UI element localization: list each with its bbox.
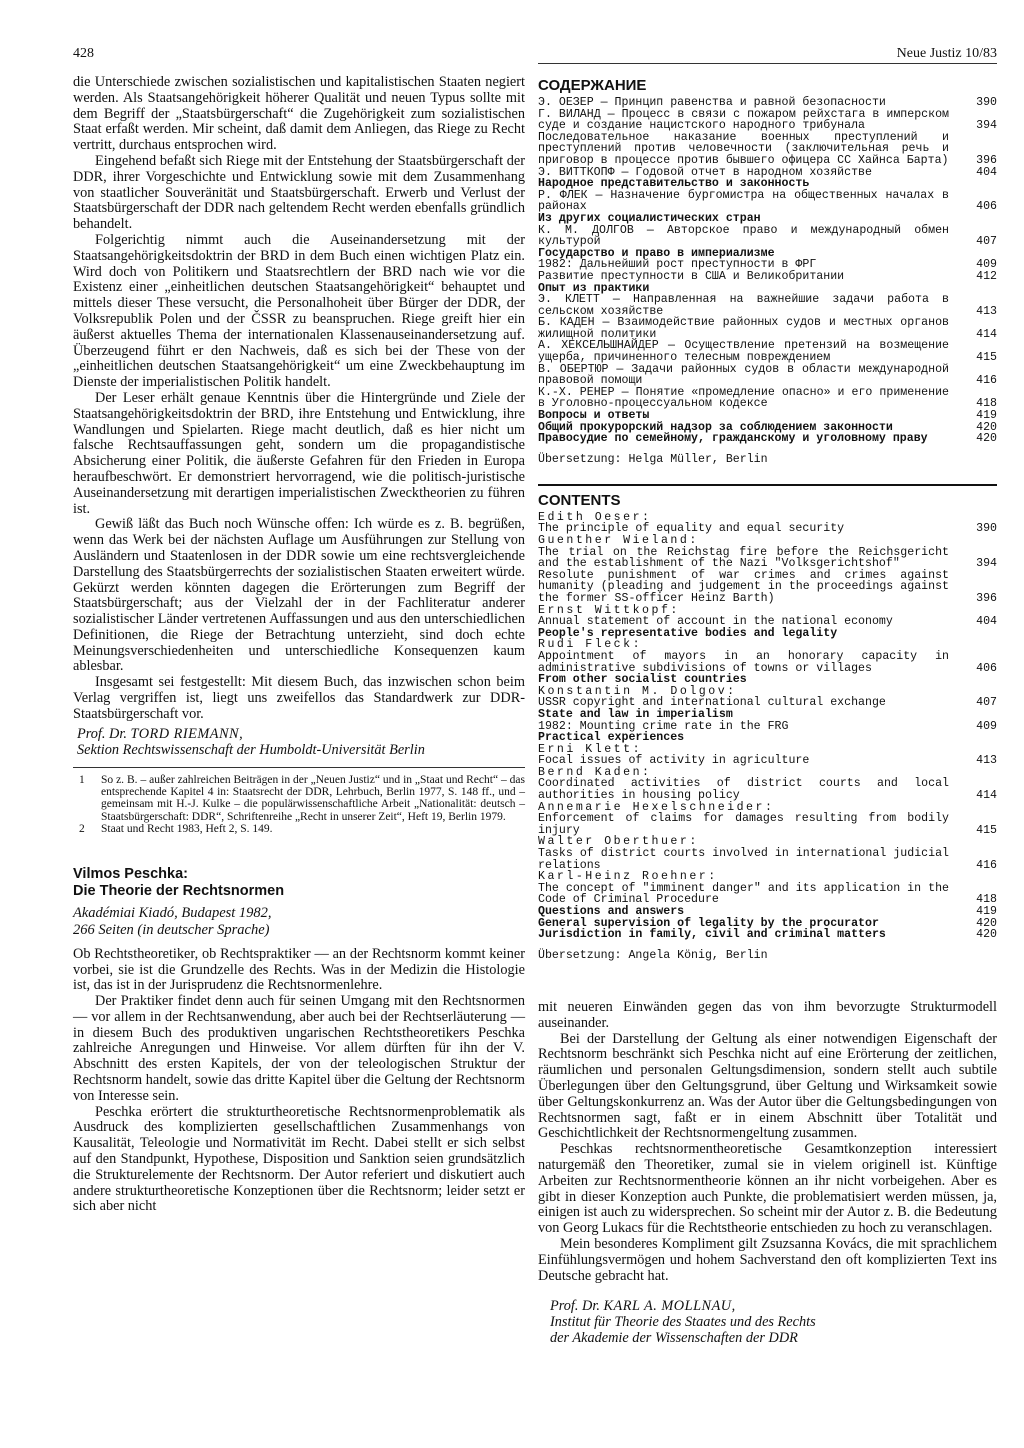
author-title: Prof. Dr. bbox=[77, 725, 127, 742]
toc-entry-page: 420 bbox=[976, 916, 997, 930]
toc-entry-title: Правосудие по семейному, гражданскому и уголовному праву bbox=[538, 432, 928, 446]
toc-entry-title: Ernst Wittkopf: bbox=[538, 603, 680, 617]
toc-entry-title: Опыт из практики bbox=[538, 281, 650, 295]
toc-english-translator: Übersetzung: Angela König, Berlin bbox=[538, 948, 768, 962]
toc-entry-title: General supervision of legality by the procurator bbox=[538, 916, 879, 930]
toc-entry-title: К.-Х. РЕНЕР — Понятие «промедление опасно» и его применение в Уголовно-процессуальном кодексе bbox=[538, 385, 949, 411]
toc-entry-title: Bernd Kaden: bbox=[538, 765, 652, 779]
toc-entry-title: Э. ОЕЗЕР — Принцип равенства и равной безопасности bbox=[538, 96, 886, 109]
toc-entry-title: Народное представительство и законность bbox=[538, 177, 810, 191]
toc-entry-title: Questions and answers bbox=[538, 905, 685, 918]
left-column bbox=[73, 75, 525, 1215]
toc-entry-page: 406 bbox=[976, 661, 997, 675]
toc-entry-page: 409 bbox=[976, 258, 997, 272]
toc-entry-title: 1982: Дальнейший рост преступности в ФРГ bbox=[538, 258, 817, 272]
toc-entry-title: USSR copyright and international cultural exchange bbox=[538, 696, 886, 710]
toc-entry-page: 394 bbox=[976, 557, 997, 571]
toc-entry bbox=[538, 570, 997, 605]
page-number: 428 bbox=[73, 46, 94, 61]
toc-entry-title: Г. ВИЛАНД — Процесс в связи с пожаром рейхстага в имперском суде и создание нацистского народного трибунала bbox=[538, 107, 949, 133]
toc-entry-page: 419 bbox=[976, 409, 997, 423]
toc-entry-page: 407 bbox=[976, 696, 997, 710]
toc-entry-title: Annemarie Hexelschneider: bbox=[538, 800, 775, 814]
toc-entry-title: Walter Oberthuer: bbox=[538, 835, 699, 849]
review2-publisher: Akadémiai Kiadó, Budapest 1982, bbox=[73, 904, 272, 921]
toc-english-heading: CONTENTS bbox=[538, 491, 621, 509]
toc-entry-title: Karl-Heinz Roehner: bbox=[538, 870, 718, 884]
toc-entry bbox=[538, 651, 997, 674]
toc-entry-title: Б. КАДЕН — Взаимодействие районных судов и местных органов жилищной политики bbox=[538, 316, 949, 341]
paragraph: Der Leser erhält genaue Kenntnis über die Hintergründe und Ziele der Staatsangehörigkeitsdoktrin der BRD, ihre Entstehung und Entwicklung, ihre Wandlungen und Spielarten. Riege macht deutlich, daß es hier nicht um falsche Rechtsauffassungen geht, sondern um die propagandistische Absicherung einer Politik, die äußerste Gefahren für den Frieden in Europa heraufbeschwört. Er demonstriert hervorragend, wie die politisch-juristische Auseinandersetzung mit derartigen imperialistischen Zwecktheorien zu führen ist. bbox=[73, 389, 525, 517]
toc-entry bbox=[538, 225, 997, 248]
toc-entry-page: 396 bbox=[976, 591, 997, 605]
toc-entry-title: State and law in imperialism bbox=[538, 707, 733, 721]
footnote-number: 1 bbox=[79, 773, 85, 786]
toc-entry-title: Appointment of mayors in an honorary capacity in administrative subdivisions of towns or villages bbox=[538, 649, 949, 675]
toc-entry bbox=[538, 109, 997, 132]
paragraph: Folgerichtig nimmt auch die Auseinandersetzung mit der Staatsangehörigkeitsdoktrin der BRD in dem Buch einen wichtigen Platz ein. Wird doch von Politikern und Staatsrechtlern der BRD nach wie vor die Existenz einer „einheitlichen deutschen Staatsangehörigkeit“ behauptet und mittels dieser These versucht, die Personalhoheit über Bürger der DDR, der Volksrepublik Polen und der ČSSR zu beanspruchen. Riege greift hier ein äußerst aktuelles Thema der internationalen Klassenauseinandersetzung auf. Überzeugend führt er den Nachweis, daß es sich bei der These von der „einheitlichen deutschen Staatsangehörigkeit“ um eine Zweckbehauptung im Dienste der imperialistischen Politik handelt. bbox=[73, 231, 525, 391]
review2-signature bbox=[550, 1298, 997, 1346]
toc-entry-page: 404 bbox=[976, 615, 997, 629]
toc-entry bbox=[538, 340, 997, 363]
toc-entry-title: Последовательное наказание военных преступлений и преступлений против человечности (заключительная речь и приговор в процессе против бывшего офицера СС Хайнса Барта) bbox=[538, 130, 949, 167]
paragraph: Peschkas rechtsnormentheoretische Gesamtkonzeption interessiert naturgemäß den Theoretiker, zumal sie in vielem originell ist. Künftige Arbeiten zur Rechtsnormentheorie können an ihr nicht vorbeigehen. Aber es gibt in dieser Konzeption auch Punkte, die problematisiert werden müssen, ja, einigen ist auch zu widersprechen. So scheint mir der Autor z. B. die Bedeutung von Georg Lukacs für die Rechtstheorie entschieden zu hoch zu veranschlagen. bbox=[538, 1141, 997, 1237]
toc-entry-title: Tasks of district courts involved in international judicial relations bbox=[538, 847, 949, 872]
paragraph: Bei der Darstellung der Geltung als einer notwendigen Eigenschaft der Rechtsnorm beschränkt sich Peschka nicht auf eine Erörterung der zeitlichen, räumlichen und personalen Geltungsdimension, sondern stellt auch subtile Überlegungen über den Geltungsgrund, über Geltung und Wirksamkeit sowie über Geltungskonkurrenz an. Was der Autor über die Geltungsbedingungen von Rechtsnormen sagt, faßt er in einem Abschnitt über Totalität und Geschichtlichkeit der Rechtsnormengeltung zusammen. bbox=[538, 1030, 997, 1142]
toc-entry-title: Edith Oeser: bbox=[538, 510, 652, 524]
toc-entry-title: 1982: Mounting crime rate in the FRG bbox=[538, 719, 789, 733]
toc-entry bbox=[538, 190, 997, 213]
footnotes bbox=[73, 774, 525, 836]
toc-entry-title: Jurisdiction in family, civil and criminal matters bbox=[538, 928, 886, 942]
toc-entry-title: Из других социалистических стран bbox=[538, 211, 761, 225]
toc-entry-page: 420 bbox=[976, 420, 997, 434]
toc-entry-page: 404 bbox=[976, 165, 997, 179]
footnote-text: So z. B. – außer zahlreichen Beiträgen in der „Neuen Justiz“ und in „Staat und Recht“ – das entsprechende Kapitel 4 in: Staatsrecht der DDR, Lehrbuch, Berlin 1977, S. 148 ff., und – gemeinsam mit H.-J. Kulke – die populärwissenschaftliche Arbeit „Nationalität: deutsch – Staatsbürgerschaft: DDR“, Schriftenreihe „Recht in unserer Zeit“, Heft 19, Berlin 1979. bbox=[101, 773, 525, 823]
footnote bbox=[73, 774, 525, 824]
toc-entry-title: К. М. ДОЛГОВ — Авторское право и международный обмен культурой bbox=[538, 223, 949, 249]
toc-entry-page: 406 bbox=[976, 200, 997, 214]
review2-continuation bbox=[538, 1000, 997, 1346]
toc-entry-page: 414 bbox=[976, 327, 997, 341]
toc-entry-title: Resolute punishment of war crimes and crimes against humanity (pleading and judgement in the proceedings against the former SS-officer Heinz Barth) bbox=[538, 568, 949, 605]
toc-divider bbox=[538, 484, 997, 486]
toc-entry bbox=[538, 883, 997, 906]
toc-entry-title: Р. ФЛЕК — Назначение бургомистра на общественных началах в районах bbox=[538, 188, 949, 214]
toc-entry-page: 416 bbox=[976, 858, 997, 872]
journal-issue: Neue Justiz 10/83 bbox=[896, 46, 997, 61]
toc-entry bbox=[538, 535, 997, 547]
toc-entry-page: 409 bbox=[976, 719, 997, 733]
toc-entry bbox=[538, 294, 997, 317]
toc-entry-title: The concept of "imminent danger" and its application in the Code of Criminal Procedure bbox=[538, 881, 949, 907]
paragraph: Eingehend befaßt sich Riege mit der Entstehung der Staatsbürgerschaft der DDR, ihrer Vorgeschichte und Entwicklung sowie mit dem Zusammenhang von staatlicher Souveränität und Staatsbürgerschaft. Erwerb und Verlust der Staatsbürgerschaft der DDR nach geltendem Recht werden ebenfalls gründlich behandelt. bbox=[73, 152, 525, 233]
toc-entry-page: 407 bbox=[976, 235, 997, 249]
toc-entry-title: Guenther Wieland: bbox=[538, 534, 699, 547]
toc-entry-page: 390 bbox=[976, 96, 997, 109]
toc-russian bbox=[538, 97, 997, 445]
toc-entry bbox=[538, 674, 997, 686]
toc-entry-title: Э. ВИТТКОПФ — Годовой отчет в народном хозяйстве bbox=[538, 165, 872, 179]
toc-entry bbox=[538, 709, 997, 721]
author-affiliation: Institut für Theorie des Staates und des Rechts bbox=[550, 1314, 816, 1331]
toc-entry bbox=[538, 410, 997, 422]
footnote-rule bbox=[73, 767, 525, 768]
toc-entry-page: 418 bbox=[976, 893, 997, 907]
toc-entry bbox=[538, 732, 997, 744]
toc-entry-title: From other socialist countries bbox=[538, 673, 747, 687]
review1-body bbox=[73, 75, 525, 723]
paragraph: Peschka erörtert die strukturtheoretische Rechtsnormenproblematik als Ausdruck des komplizierten gesellschaftlichen Zusammenhangs von Kausalität, Teleologie und Normativität im Recht. Dabei stellt er sich selbst auf den Standpunkt, Hypothese, Disposition und Sanktion seien grundsätzlich die Strukturelemente der Rechtsnorm. Der Autor referiert und diskutiert auch andere strukturtheoretische Konzeptionen über die Rechtsnorm; leider setzt er sich aber nicht bbox=[73, 1103, 525, 1215]
toc-entry-page: 396 bbox=[976, 153, 997, 167]
toc-entry-title: The trial on the Reichstag fire before the Reichsgericht and the establishment of the Nazi "Volksgerichtshof" bbox=[538, 545, 949, 571]
toc-english bbox=[538, 512, 997, 941]
paragraph: Der Praktiker findet denn auch für seinen Umgang mit den Rechtsnormen — vor allem in der Rechtsanwendung, aber auch bei der Rechtserläuterung — in diesem Buch des produktiven ungarischen Rechtstheoretikers Peschka zahlreiche Anregungen und Hinweise. Vor allem dürften für ihn der V. Abschnitt des ersten Kapitels, der von der teleologischen Struktur der Rechtsnorm handelt, sowie das dritte Kapitel über die Geltung der Rechtsnorm von Interesse sein. bbox=[73, 993, 525, 1104]
review1-signature bbox=[77, 726, 525, 758]
toc-entry bbox=[538, 132, 997, 167]
toc-entry-page: 390 bbox=[976, 522, 997, 536]
toc-entry bbox=[538, 271, 997, 283]
review2-author: Vilmos Peschka: bbox=[73, 865, 188, 882]
footnote bbox=[73, 823, 525, 835]
review2-publication bbox=[73, 905, 525, 939]
toc-entry-page: 415 bbox=[976, 823, 997, 837]
toc-entry bbox=[538, 929, 997, 941]
toc-entry bbox=[538, 213, 997, 225]
header-rule bbox=[538, 63, 997, 64]
toc-entry-title: Rudi Fleck: bbox=[538, 638, 643, 652]
toc-entry-title: Annual statement of account in the national economy bbox=[538, 615, 893, 629]
paragraph: Insgesamt sei festgestellt: Mit diesem Buch, das inzwischen schon beim Verlag vergriffen ist, liegt uns zweifellos das Standardwerk zur DDR-Staatsbürgerschaft vor. bbox=[73, 674, 525, 722]
toc-entry-page: 413 bbox=[976, 304, 997, 318]
toc-entry bbox=[538, 433, 997, 445]
footnote-text: Staat und Recht 1983, Heft 2, S. 149. bbox=[101, 823, 273, 836]
toc-entry bbox=[538, 387, 997, 410]
toc-entry-title: People's representative bodies and legality bbox=[538, 626, 838, 640]
toc-russian-translator: Übersetzung: Helga Müller, Berlin bbox=[538, 452, 768, 466]
toc-entry-title: Practical experiences bbox=[538, 731, 685, 745]
toc-entry bbox=[538, 317, 997, 340]
review2-heading bbox=[73, 866, 525, 900]
author-affiliation: der Akademie der Wissenschaften der DDR bbox=[550, 1330, 798, 1347]
toc-entry-page: 415 bbox=[976, 351, 997, 365]
toc-entry-title: Focal issues of activity in agriculture bbox=[538, 754, 810, 768]
paragraph: Gewiß läßt das Buch noch Wünsche offen: Ich würde es z. B. begrüßen, wenn das Werk bei der nächsten Auflage um Ausführungen zur Stellung von Ausländern und Staatenlosen in der DDR sowie um eine rechtsvergleichende Darstellung des Staatsbürgerrechts der sozialistischen Staaten erweitert würde. Gekürzt werden könnten dagegen die Erörterungen zum Begriff der Staatsbürgerschaft; aus der Vielzahl der in der Fachliteratur anderer sozialistischer Länder vertretenen Auffassungen und aus den unterschiedlichen Definitionen, die Riege der Betrachtung unterzieht, sind doch echte Meinungsverschiedenheiten und unterschiedliche Konsequenzen kaum ablesbar. bbox=[73, 516, 525, 675]
toc-entry-page: 413 bbox=[976, 754, 997, 768]
toc-entry-page: 420 bbox=[976, 432, 997, 446]
paragraph: Mein besonderes Kompliment gilt Zsuzsanna Kovács, die mit sprachlichem Einfühlungsvermögen und hohem Sachverstand den oft komplizierten Text ins Deutsche gebracht hat. bbox=[538, 1235, 997, 1284]
toc-entry bbox=[538, 97, 997, 109]
review2-pages: 266 Seiten (in deutscher Sprache) bbox=[73, 921, 270, 938]
toc-entry-page: 419 bbox=[976, 905, 997, 918]
footnote-number: 2 bbox=[79, 823, 85, 836]
toc-entry-page: 420 bbox=[976, 928, 997, 942]
author-line bbox=[77, 726, 525, 742]
toc-entry-title: Enforcement of claims for damages resulting from bodily injury bbox=[538, 812, 949, 837]
toc-entry-page: 414 bbox=[976, 789, 997, 803]
toc-entry-title: Konstantin M. Dolgov: bbox=[538, 684, 737, 698]
author-name: TORD RIEMANN, bbox=[130, 725, 244, 742]
toc-entry-title: The principle of equality and equal security bbox=[538, 522, 845, 536]
toc-entry bbox=[538, 778, 997, 801]
right-column bbox=[538, 75, 997, 962]
toc-entry bbox=[538, 848, 997, 871]
toc-russian-heading: СОДЕРЖАНИЕ bbox=[538, 77, 647, 94]
toc-entry-title: Coordinated activities of district courts and local authorities in housing policy bbox=[538, 777, 949, 803]
toc-entry bbox=[538, 813, 997, 836]
review2-title: Die Theorie der Rechtsnormen bbox=[73, 882, 285, 899]
toc-entry-title: Общий прокурорский надзор за соблюдением законности bbox=[538, 420, 893, 434]
paragraph: die Unterschiede zwischen sozialistischen und kapitalistischen Staaten negiert werden. Als Staatsangehörigkeit höherer Qualität und neuen Typus sollte mit dem Begriff der „Staatsbürgerschaft“ die Zugehörigkeit zum sozialistischen Staat erfaßt werden. Mir scheint, daß damit dem Anliegen, das Riege zu Recht vertritt, durchaus entsprochen wird. bbox=[73, 74, 525, 154]
paragraph: mit neueren Einwänden gegen das von ihm bevorzugte Strukturmodell auseinander. bbox=[538, 999, 997, 1031]
toc-entry bbox=[538, 906, 997, 918]
author-title: Prof. Dr. bbox=[550, 1298, 600, 1315]
review2-body-left bbox=[73, 947, 525, 1216]
toc-entry bbox=[538, 616, 997, 628]
author-line bbox=[550, 1298, 997, 1314]
toc-entry-title: Э. КЛЕТТ — Направленная на важнейшие задачи работа в сельском хозяйстве bbox=[538, 293, 949, 318]
toc-entry-page: 418 bbox=[976, 397, 997, 411]
author-affiliation: Sektion Rechtswissenschaft der Humboldt-Universität Berlin bbox=[77, 741, 425, 758]
toc-entry-title: А. ХЕКСЕЛЬШНАЙДЕР — Осуществление претензий на возмещение ущерба, причиненного телесным повреждением bbox=[538, 339, 949, 365]
toc-entry-page: 416 bbox=[976, 374, 997, 388]
toc-entry bbox=[538, 364, 997, 387]
toc-entry-title: Государство и право в империализме bbox=[538, 246, 775, 260]
author-name: KARL A. MOLLNAU, bbox=[603, 1298, 736, 1315]
toc-entry-title: Развитие преступности в США и Великобритании bbox=[538, 269, 845, 283]
toc-entry-title: Вопросы и ответы bbox=[538, 409, 650, 423]
toc-entry-page: 394 bbox=[976, 119, 997, 133]
toc-entry bbox=[538, 547, 997, 570]
toc-entry-page: 412 bbox=[976, 269, 997, 283]
toc-entry-title: Erni Klett: bbox=[538, 742, 643, 756]
toc-entry-title: В. ОБЕРТЮР — Задачи районных судов в области международной правовой помощи bbox=[538, 362, 949, 388]
toc-entry bbox=[538, 178, 997, 190]
paragraph: Ob Rechtstheoretiker, ob Rechtspraktiker — an der Rechtsnorm kommt keiner vorbei, sie ist die Grundzelle des Rechts. Was in der Medizin die Histologie ist, das ist in der Jurisprudenz die Rechtsnormenlehre. bbox=[73, 945, 525, 994]
